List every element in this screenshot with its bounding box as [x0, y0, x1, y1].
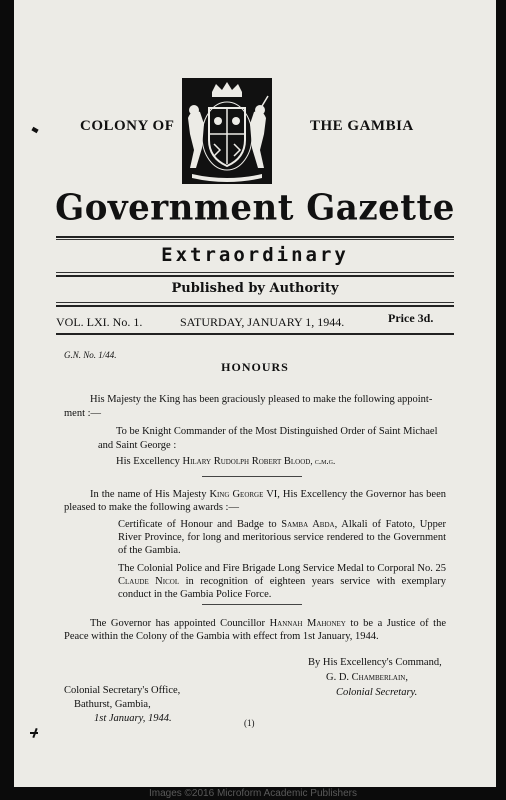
the-gambia-label: THE GAMBIA — [310, 118, 414, 134]
justice-name: Hannah Mahoney — [269, 618, 346, 629]
paragraph-appointment: His Majesty the King has been graciously pleased to make the following appoint- — [90, 394, 433, 405]
award-certificate — [118, 518, 446, 557]
paragraph-kcmg: To be Knight Commander of the Most Distinguished Order of Saint Michael — [116, 426, 438, 437]
published-by-authority: Published by Authority — [171, 281, 339, 296]
office-line-1: Colonial Secretary's Office, — [64, 685, 181, 696]
section-divider — [202, 604, 302, 605]
office-date: 1st January, 1944. — [94, 713, 172, 724]
masthead-rule — [56, 239, 454, 240]
justice-rest: to be a Justice of the Peace within the Colony of the Gambia with effect from 1st January, 1944. — [64, 618, 447, 642]
masthead-rule — [56, 272, 454, 273]
issue-date: SATURDAY, JANUARY 1, 1944. — [180, 315, 345, 329]
signatory-name: Chamberlain — [351, 672, 406, 683]
knight-line — [116, 456, 335, 467]
page-number: (1) — [244, 718, 255, 728]
award2-rest: in recognition of eighteen years service with exemplary conduct in the Gambia Police Force. — [118, 576, 446, 600]
masthead-rule — [56, 275, 454, 277]
masthead-rule — [56, 333, 454, 335]
award-medal — [118, 562, 446, 601]
knight-name: Hilary Rudolph Robert Blood — [182, 456, 311, 467]
price: Price 3d. — [388, 311, 434, 325]
volume-number: VOL. LXI. No. 1. — [56, 315, 143, 329]
knight-prefix: His Excellency — [116, 456, 183, 467]
gazette-page — [14, 0, 496, 787]
award2-prefix: The Colonial Police and Fire Brigade Long Service Medal to Corporal No. 25 — [118, 563, 446, 574]
award1-name: Samba Abda — [281, 519, 335, 530]
notice-number: G.N. No. 1/44. — [64, 350, 117, 360]
publisher-watermark: Images ©2016 Microform Academic Publishers — [148, 788, 357, 799]
justice-prefix: The Governor has appointed Councillor — [90, 618, 270, 629]
knight-suffix: , c.m.g. — [310, 456, 336, 466]
royal-coat-of-arms-icon — [182, 78, 272, 184]
signatory-title: Colonial Secretary. — [336, 687, 418, 698]
awards-prefix: In the name of His Majesty — [90, 489, 210, 500]
paragraph-justice — [64, 617, 446, 643]
signatory-comma: , — [405, 672, 408, 683]
paragraph-appointment-cont: ment :— — [64, 408, 102, 419]
signature-name-line — [326, 671, 408, 685]
ink-mark — [31, 127, 38, 133]
award1-rest: , Alkali of Fatoto, Upper River Province, for long and meritorious service rendered to the Government of the Gambia. — [118, 519, 446, 556]
paragraph-kcmg-cont: and Saint George : — [98, 440, 177, 451]
signature-command: By His Excellency's Command, — [308, 657, 442, 668]
office-line-2: Bathurst, Gambia, — [74, 699, 151, 710]
awards-rest: VI, His Excellency the Governor has been pleased to make the following awards :— — [64, 489, 446, 513]
extraordinary-label: Extraordinary — [161, 244, 349, 266]
notice-heading: HONOURS — [221, 360, 289, 374]
masthead-rule — [56, 236, 454, 238]
colony-of-label: COLONY OF — [80, 118, 175, 134]
award2-name: Claude Nicol — [118, 576, 180, 587]
paragraph-awards — [64, 488, 446, 514]
gazette-title: Government Gazette — [55, 187, 455, 229]
section-divider — [202, 476, 302, 477]
king-name: King George — [209, 489, 264, 500]
award1-prefix: Certificate of Honour and Badge to — [118, 519, 282, 530]
masthead-rule — [56, 302, 454, 303]
signatory-initials: G. D. — [326, 672, 352, 683]
masthead-rule — [56, 305, 454, 307]
